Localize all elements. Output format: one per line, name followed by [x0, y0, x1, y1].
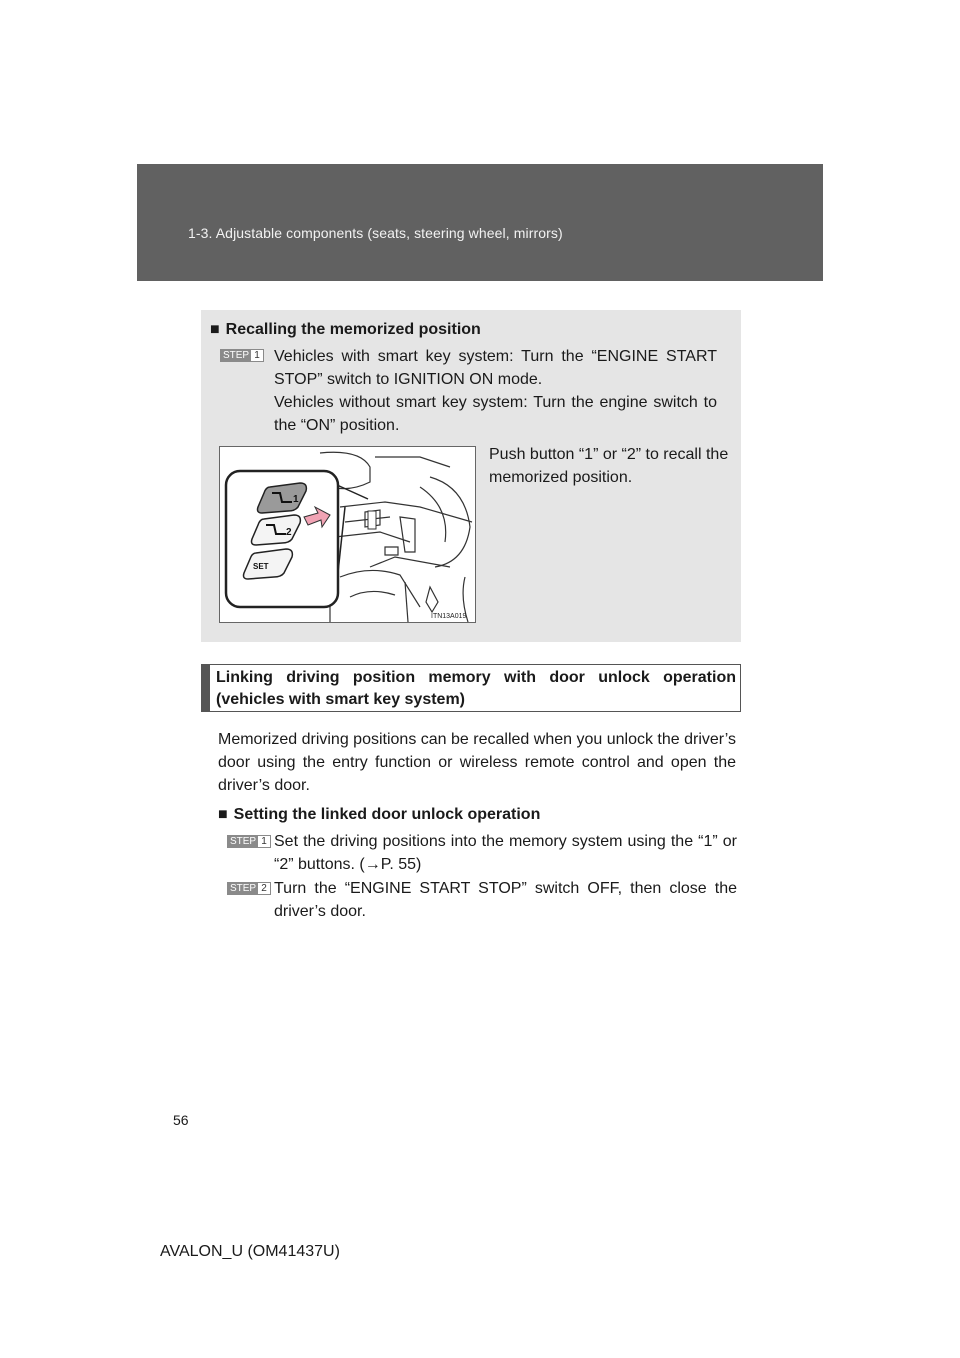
memory-button-2-label: 2	[286, 527, 292, 538]
step-badge	[227, 882, 271, 895]
memory-set-button-label: SET	[253, 562, 269, 571]
memory-button-1-label: 1	[293, 494, 299, 505]
dashboard-lines	[320, 452, 472, 622]
linking-subheading	[218, 806, 540, 824]
recall-heading	[210, 321, 481, 339]
linking-section-heading	[201, 664, 741, 712]
step-number: 1	[258, 836, 270, 847]
recall-step1-text-a: Vehicles with smart key system: Turn the “ENGINE START STOP” switch to IGNITION ON mode.	[274, 348, 717, 388]
heading-bar	[202, 665, 210, 711]
recall-step1-text-b: Vehicles without smart key system: Turn the engine switch to the “ON” position.	[274, 394, 717, 434]
header-band	[137, 164, 823, 281]
section-title: 1-3. Adjustable components (seats, steering wheel, mirrors)	[188, 225, 563, 241]
linking-heading-text: Linking driving position memory with door unlock operation (vehicles with smart key system)	[216, 669, 736, 708]
illustration-code: ITN13A019	[431, 613, 467, 620]
square-bullet-icon: ■	[210, 321, 220, 338]
square-bullet-icon: ■	[218, 806, 228, 823]
step-label: STEP	[222, 350, 250, 361]
step-number: 2	[258, 883, 270, 894]
linking-body: Memorized driving positions can be recalled when you unlock the driver’s door using the entry function or wireless remote control and open the driver’s door.	[218, 731, 736, 794]
step-label: STEP	[229, 836, 257, 847]
recall-heading-text: Recalling the memorized position	[225, 321, 481, 338]
step-number: 1	[251, 350, 263, 361]
linking-step2-text: Turn the “ENGINE START STOP” switch OFF, then close the driver’s door.	[274, 880, 737, 920]
step-badge	[227, 835, 271, 848]
memory-buttons-illustration	[219, 446, 476, 623]
callout-lines	[336, 485, 368, 591]
step-badge	[220, 349, 264, 362]
document-code: AVALON_U (OM41437U)	[160, 1243, 340, 1260]
linking-subheading-text: Setting the linked door unlock operation	[233, 806, 541, 823]
dash-switch	[368, 511, 376, 529]
linking-step1-text: Set the driving positions into the memory system using the “1” or “2” buttons. (→P. 55)	[274, 833, 737, 873]
page-number: 56	[173, 1112, 189, 1128]
recall-step2-text: Push button “1” or “2” to recall the memorized position.	[489, 446, 729, 486]
step-label: STEP	[229, 883, 257, 894]
dashboard-drawing	[220, 447, 475, 622]
